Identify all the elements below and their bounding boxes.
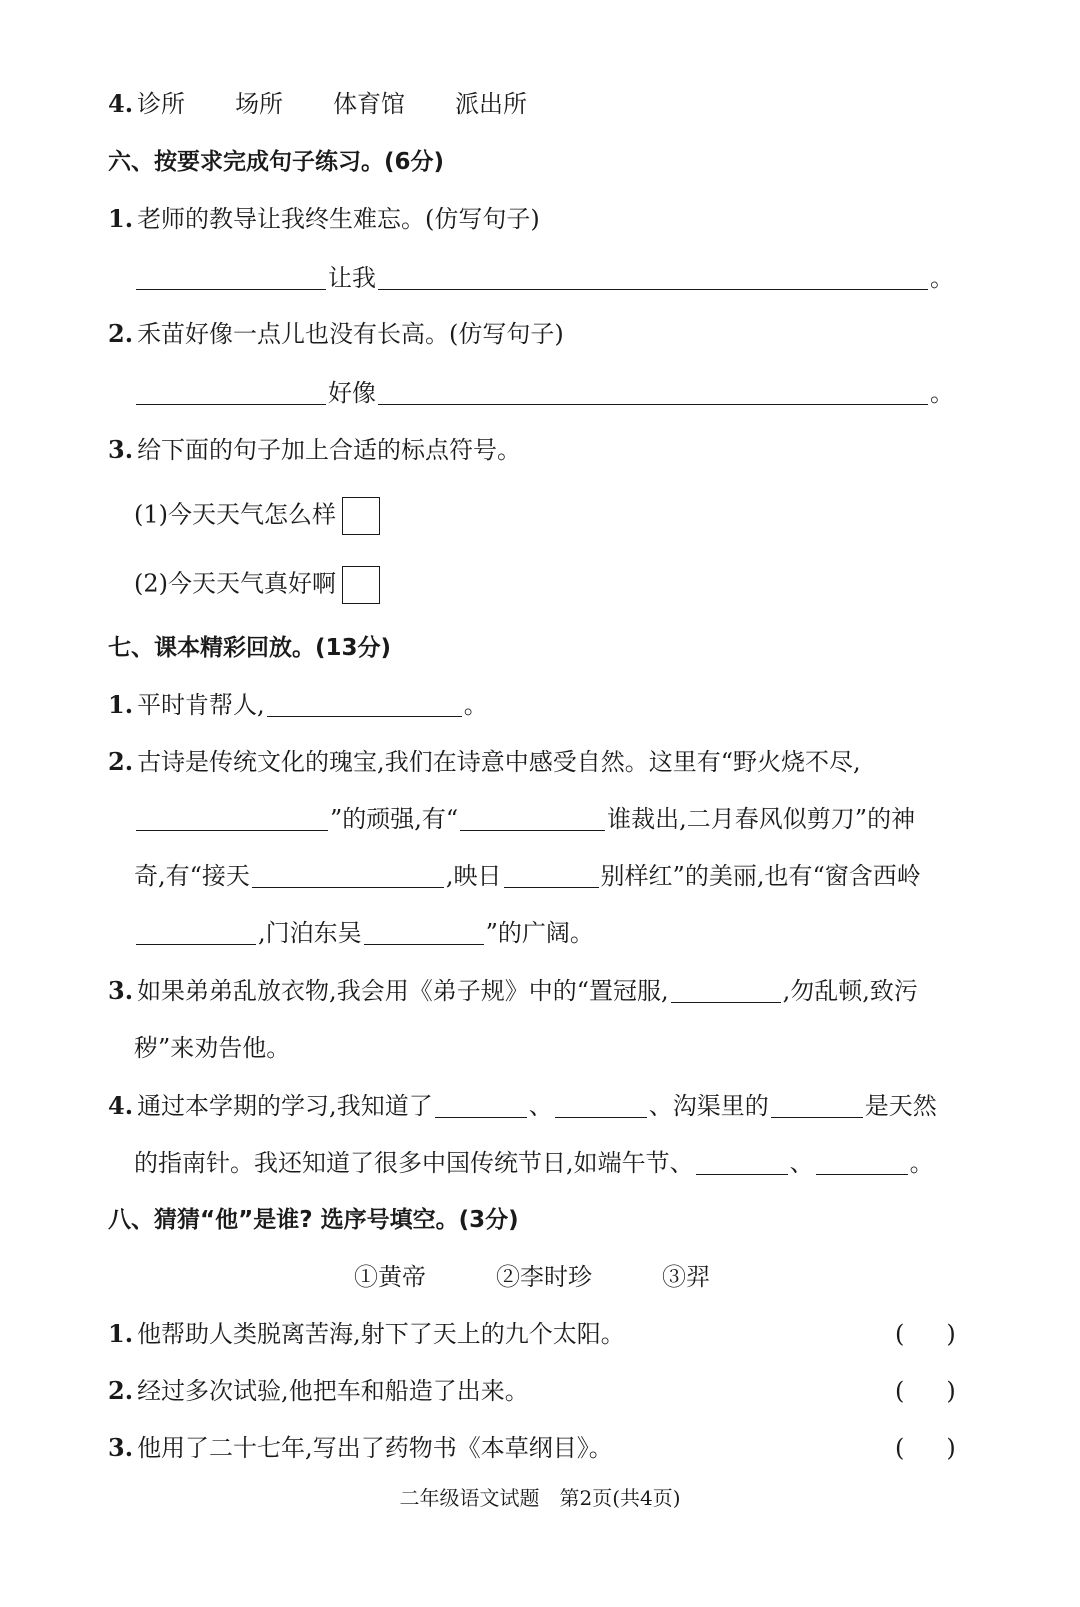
answer-blank[interactable] bbox=[136, 265, 326, 290]
period: 。 bbox=[930, 264, 954, 292]
answer-blank[interactable] bbox=[671, 978, 781, 1003]
text-fragment: 别样红”的美丽,也有“窗含西岭 bbox=[600, 862, 921, 890]
period: 。 bbox=[909, 1149, 934, 1177]
question-number: 4. bbox=[108, 89, 134, 118]
text-fragment: ,门泊东吴 bbox=[258, 919, 362, 947]
question-number: 2. bbox=[108, 1376, 134, 1405]
fill-word: 让我 bbox=[328, 264, 376, 292]
text-fragment: 奇,有“接天 bbox=[134, 862, 250, 890]
question-6-3 bbox=[108, 434, 521, 466]
question-8-2 bbox=[108, 1375, 529, 1407]
word-list-row bbox=[108, 88, 527, 120]
period: 。 bbox=[930, 379, 954, 407]
answer-blank[interactable] bbox=[555, 1093, 647, 1118]
option-list bbox=[354, 1261, 710, 1293]
section-six-title: 六、按要求完成句子练习。(6分) bbox=[108, 149, 445, 175]
question-text: 他帮助人类脱离苦海,射下了天上的九个太阳。 bbox=[137, 1320, 625, 1348]
section-eight-title: 八、猜猜“他”是谁? 选序号填空。(3分) bbox=[108, 1207, 519, 1233]
close-paren: ) bbox=[946, 1377, 956, 1405]
answer-line-6-1 bbox=[134, 262, 954, 294]
page-footer: 二年级语文试题 第2页(共4页) bbox=[399, 1486, 681, 1510]
question-text: 平时肯帮人, bbox=[137, 691, 265, 719]
open-paren: ( bbox=[895, 1377, 905, 1405]
word: 场所 bbox=[235, 90, 284, 118]
question-number: 2. bbox=[108, 747, 134, 776]
text-fragment: ,勿乱顿,致污 bbox=[782, 977, 918, 1005]
text-fragment: 、沟渠里的 bbox=[648, 1092, 769, 1120]
answer-blank[interactable] bbox=[378, 380, 928, 405]
question-text: 禾苗好像一点儿也没有长高。(仿写句子) bbox=[137, 320, 564, 348]
question-7-4-line-1 bbox=[108, 1090, 937, 1122]
answer-parentheses[interactable] bbox=[895, 1318, 956, 1350]
question-6-2 bbox=[108, 318, 564, 350]
fill-word: 好像 bbox=[328, 379, 376, 407]
question-text: 他用了二十七年,写出了药物书《本草纲目》。 bbox=[137, 1434, 613, 1462]
open-paren: ( bbox=[895, 1434, 905, 1462]
question-text: 古诗是传统文化的瑰宝,我们在诗意中感受自然。这里有“野火烧不尽, bbox=[137, 748, 861, 776]
text-fragment: 、 bbox=[789, 1149, 814, 1177]
answer-parentheses[interactable] bbox=[895, 1375, 956, 1407]
answer-line-6-2 bbox=[134, 377, 954, 409]
question-number: 1. bbox=[108, 1319, 134, 1348]
punctuation-box[interactable] bbox=[342, 497, 380, 535]
question-6-1 bbox=[108, 203, 540, 235]
answer-blank[interactable] bbox=[252, 863, 444, 888]
question-7-2-line-4 bbox=[134, 917, 594, 949]
period: 。 bbox=[463, 691, 488, 719]
text-fragment: 是天然 bbox=[864, 1092, 937, 1120]
question-number: 3. bbox=[108, 1433, 134, 1462]
punctuation-item-2 bbox=[134, 566, 380, 604]
text-fragment: 的指南针。我还知道了很多中国传统节日,如端午节、 bbox=[134, 1149, 694, 1177]
answer-blank[interactable] bbox=[378, 265, 928, 290]
question-7-4-line-2 bbox=[134, 1147, 934, 1179]
word: 体育馆 bbox=[333, 90, 406, 118]
answer-blank[interactable] bbox=[364, 920, 484, 945]
text-fragment: 、 bbox=[528, 1092, 553, 1120]
answer-blank[interactable] bbox=[504, 863, 599, 888]
open-paren: ( bbox=[895, 1320, 905, 1348]
text-fragment: ,映日 bbox=[445, 862, 502, 890]
question-7-3-line-1 bbox=[108, 975, 918, 1007]
question-number: 3. bbox=[108, 435, 134, 464]
answer-parentheses[interactable] bbox=[895, 1432, 956, 1464]
answer-blank[interactable] bbox=[816, 1150, 908, 1175]
question-text: 给下面的句子加上合适的标点符号。 bbox=[137, 436, 522, 464]
punctuation-box[interactable] bbox=[342, 566, 380, 604]
punctuation-item-1 bbox=[134, 497, 380, 535]
question-7-2-line-3 bbox=[134, 860, 921, 892]
answer-blank[interactable] bbox=[696, 1150, 788, 1175]
option: ②李时珍 bbox=[496, 1263, 592, 1291]
question-number: 3. bbox=[108, 976, 134, 1005]
word: 派出所 bbox=[455, 90, 528, 118]
text-fragment: 通过本学期的学习,我知道了 bbox=[137, 1092, 433, 1120]
answer-blank[interactable] bbox=[136, 806, 328, 831]
close-paren: ) bbox=[946, 1434, 956, 1462]
option: ①黄帝 bbox=[354, 1263, 426, 1291]
question-7-2-line-2 bbox=[134, 803, 915, 835]
sentence: (2)今天天气真好啊 bbox=[134, 569, 336, 598]
text-fragment: 谁裁出,二月春风似剪刀”的神 bbox=[607, 805, 916, 833]
question-7-1 bbox=[108, 689, 488, 721]
question-number: 2. bbox=[108, 319, 134, 348]
answer-blank[interactable] bbox=[136, 380, 326, 405]
text-fragment: 如果弟弟乱放衣物,我会用《弟子规》中的“置冠服, bbox=[137, 977, 669, 1005]
question-number: 1. bbox=[108, 690, 134, 719]
answer-blank[interactable] bbox=[771, 1093, 863, 1118]
question-8-3 bbox=[108, 1432, 613, 1464]
text-fragment: ”的广阔。 bbox=[485, 919, 594, 947]
section-seven-title: 七、课本精彩回放。(13分) bbox=[108, 635, 392, 661]
close-paren: ) bbox=[946, 1320, 956, 1348]
question-text: 经过多次试验,他把车和船造了出来。 bbox=[137, 1377, 529, 1405]
option: ③羿 bbox=[662, 1263, 710, 1291]
question-7-3-line-2: 秽”来劝告他。 bbox=[134, 1034, 291, 1062]
question-number: 1. bbox=[108, 204, 134, 233]
answer-blank[interactable] bbox=[435, 1093, 527, 1118]
text-fragment: ”的顽强,有“ bbox=[330, 805, 459, 833]
question-number: 4. bbox=[108, 1091, 134, 1120]
question-7-2-line-1 bbox=[108, 746, 861, 778]
word: 诊所 bbox=[137, 90, 186, 118]
answer-blank[interactable] bbox=[267, 692, 462, 717]
question-8-1 bbox=[108, 1318, 625, 1350]
sentence: (1)今天天气怎么样 bbox=[134, 500, 336, 529]
answer-blank[interactable] bbox=[460, 806, 605, 831]
question-text: 老师的教导让我终生难忘。(仿写句子) bbox=[137, 205, 540, 233]
answer-blank[interactable] bbox=[136, 920, 256, 945]
